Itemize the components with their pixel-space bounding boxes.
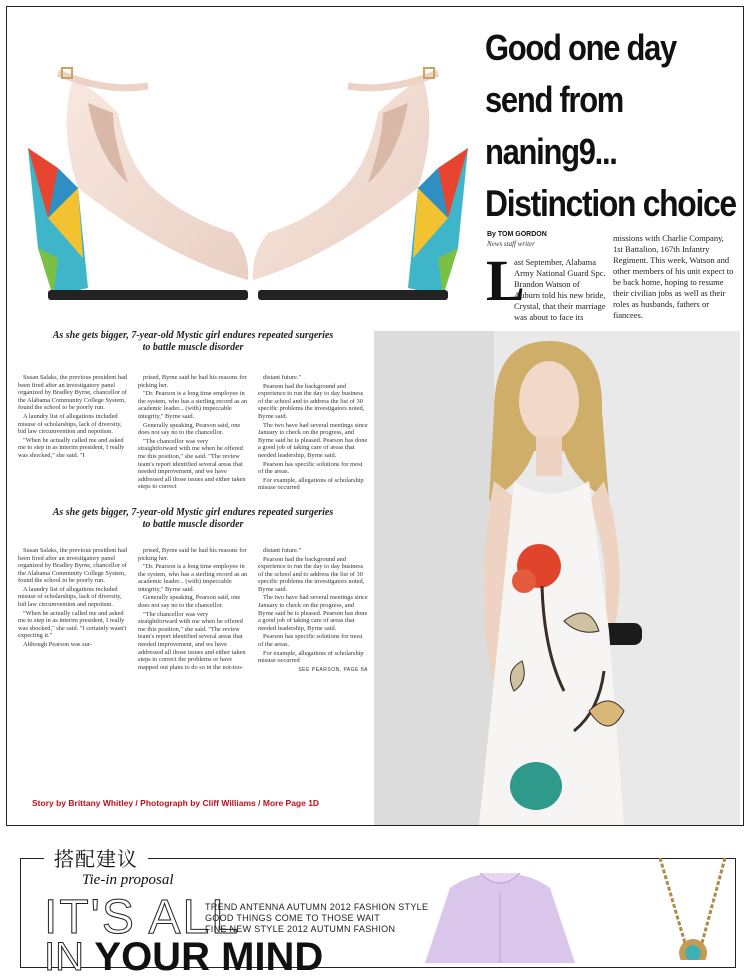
story-credit: Story by Brittany Whitley / Photograph by Cliff Williams / More Page 1D bbox=[32, 798, 320, 808]
byline-role: News staff writer bbox=[487, 240, 535, 248]
headline bbox=[485, 22, 736, 230]
column-b2: prised, Byrne said he had his reasons for picking her. "Dr. Pearson is a long time employee in the system, who has a sterling record as an academic leader... (with) impeccable integrity," Byrne said. Generally speaking, Pearson said, one does not say no to the chancellor. "The chancellor was very straightforward with me when he offered me this position," she said. "The review team's report identified several areas that needed improvement, and we have addressed all those issues and either taken steps to correct the problems or have mapped out plans to do so in the not-too- bbox=[138, 546, 248, 671]
trend-line-3: FINE NEW STYLE 2012 AUTUMN FASHION bbox=[205, 924, 396, 934]
deck-2: As she gets bigger, 7-year-old Mystic girl endures repeated surgeries to battle muscle disorder bbox=[52, 506, 334, 530]
section-title-cn: 搭配建议 bbox=[44, 843, 148, 872]
text-columns-2 bbox=[18, 547, 368, 675]
wedge-shoes-image bbox=[18, 18, 478, 318]
column-c: distant future." Pearson had the background and experience to run the day to day business of the school and to address the list of 30 specific problems the investigators noted, Byrne said. The two have had several meetings since January to check on the progress, and Byrne said he is pleased. Pearson has done a good job of taking care of areas that needed leadership, Byrne said. Pearson has specific solutions for most of the areas. For example, allegations of scholarship misuse occurred bbox=[258, 374, 368, 492]
your-mind-word: YOUR MIND bbox=[94, 935, 324, 979]
headline-line-4: Distinction choice bbox=[485, 183, 736, 224]
column-b: prised, Byrne said he had his reasons for picking her. "Dr. Pearson is a long time employee in the system, who has a sterling record as an academic leader... (with) impeccable integrity," Byrne said. Generally speaking, Pearson said, one does not say no to the chancellor. "The chancellor was very straightforward with me when he offered me this position," she said. "The review team's report identified several areas that needed improvement, and we have addressed all those issues and either taken steps to correct bbox=[138, 374, 248, 491]
column-c2: distant future." Pearson had the background and experience to run the day to day business of the school and to address the list of 30 specific problems the investigators noted, Byrne said. The two have had several meetings since January to check on the progress, and Byrne said he is pleased. Pearson has done a good job of taking care of areas that needed leadership, Byrne said. Pearson has specific solutions for most of the areas. For example, allegations of scholarship misuse occurred SEE PEARSON, PAGE 8A bbox=[258, 546, 368, 673]
headline-line-2: send from bbox=[485, 79, 624, 120]
its-all-text: IT'S ALL bbox=[44, 891, 240, 944]
column-a2: Susan Salaks, the previous president had been fired after an investigatory panel organized by Bradley Byrne, chancellor of the Alabama Community College System, found the school to be poorly run. A laundry list of allegations included misuse of scholarships, lack of diversity, bid law circumvention and nepotism. "When he actually called me and asked me to step in as interim president, I really was shocked," she said. "I certainly wasn't expecting it." Although Pearson was sur- bbox=[18, 546, 128, 649]
in-word: IN bbox=[44, 935, 84, 979]
trend-line-1: TREND ANTENNA AUTUMN 2012 FASHION STYLE bbox=[205, 902, 429, 912]
headline-line-3: naning9... bbox=[485, 131, 617, 172]
model-photo bbox=[374, 331, 740, 825]
trend-text bbox=[205, 902, 428, 935]
column-a: Susan Salaks, the previous president had been fired after an investigatory panel organized by Bradley Byrne, chancellor of the Alabama Community College System, found the school to be poorly run. A laundry list of allegations included misuse of scholarships, lack of diversity, bid law circumvention and nepotism. "When he actually called me and asked me to step in as interim president, I really was shocked," she said. "I bbox=[18, 374, 128, 459]
left-shoe bbox=[28, 68, 248, 300]
in-your-mind-text bbox=[44, 935, 323, 979]
section-subtitle: Tie-in proposal bbox=[82, 872, 174, 888]
article-column-2: missions with Charlie Company, 1st Battalion, 167th Infantry Regiment. This week, Watson and other members of his unit expect to be back home, hoping to resume their civilian jobs as well as their roles as husbands, fathers or fiancees. bbox=[613, 233, 734, 320]
deck-1: As she gets bigger, 7-year-old Mystic girl endures repeated surgeries to battle muscle disorder bbox=[52, 330, 334, 353]
see-more: SEE PEARSON, PAGE 8A bbox=[298, 666, 368, 673]
article-column-1: ast September, Alabama Army National Guard Spc. Brandon Watson of Auburn told his new bride, Crystal, that their marriage was about to face its bbox=[514, 257, 606, 322]
necklace-image bbox=[640, 858, 740, 960]
magazine-page bbox=[18, 330, 368, 820]
trend-line-2: GOOD THINGS COME TO THOSE WAIT bbox=[205, 913, 381, 923]
text-columns-1 bbox=[18, 374, 368, 493]
right-shoe bbox=[253, 68, 468, 300]
byline: By TOM GORDON bbox=[487, 231, 547, 238]
drop-cap: L bbox=[486, 248, 525, 313]
headline-line-1: Good one day bbox=[485, 27, 676, 68]
lilac-coat-image bbox=[410, 868, 590, 963]
